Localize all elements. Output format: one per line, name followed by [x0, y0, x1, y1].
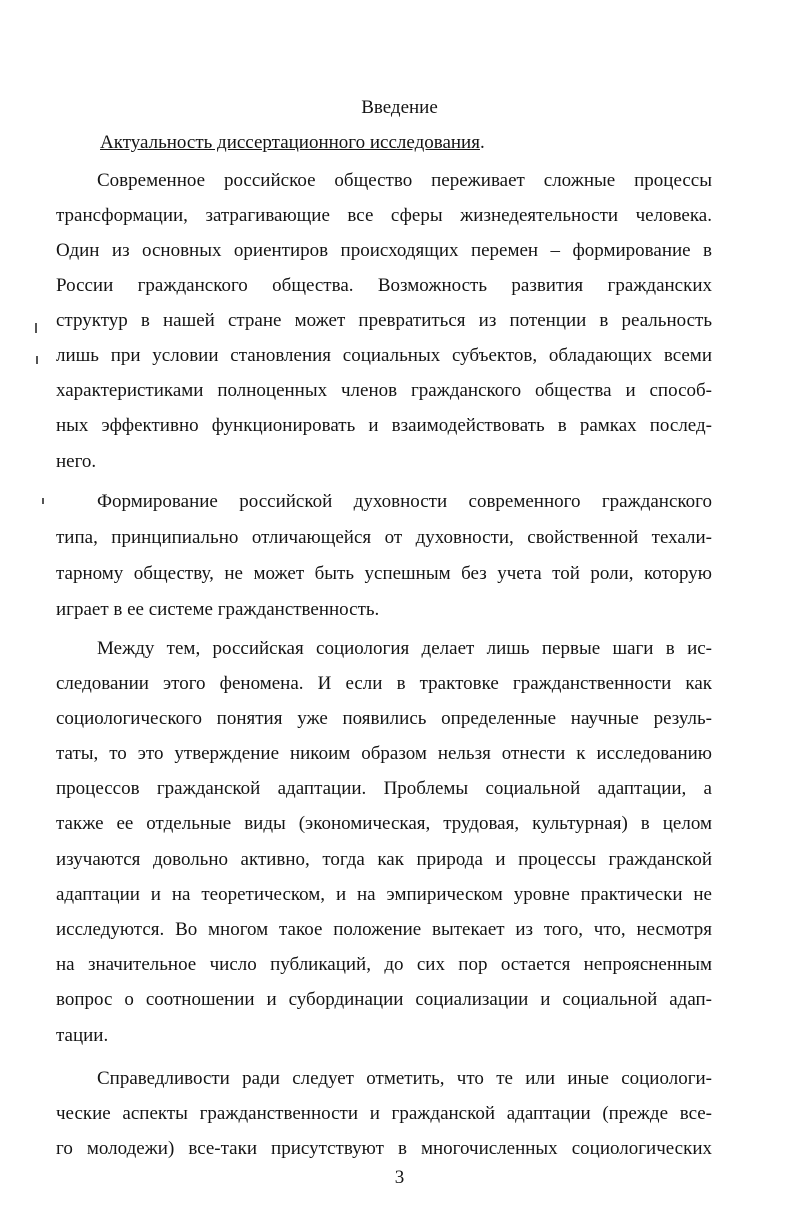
- text-line: тарному обществу, не может быть успешным без учета той роли, которую: [56, 563, 712, 584]
- text-line: структур в нашей стране может превратиться из потенции в реальность: [56, 310, 712, 331]
- text-line: тации.: [56, 1025, 109, 1046]
- text-line: таты, то это утверждение никоим образом нельзя отнести к исследованию: [56, 743, 712, 764]
- text-line: го молодежи) все-таки присутствуют в многочисленных социологических: [56, 1138, 712, 1159]
- subtitle-period: .: [479, 132, 485, 153]
- text-line: играет в ее системе гражданственность.: [56, 599, 380, 620]
- text-line: также ее отдельные виды (экономическая, трудовая, культурная) в целом: [56, 813, 712, 834]
- text-line: трансформации, затрагивающие все сферы жизнедеятельности человека.: [56, 205, 712, 226]
- text-line: адаптации и на теоретическом, и на эмпирическом уровне практически не: [56, 884, 712, 905]
- scan-mark: [36, 356, 38, 364]
- section-subtitle: [100, 130, 485, 156]
- text-line: него.: [56, 451, 97, 472]
- scan-mark: [35, 323, 37, 333]
- text-line: исследуются. Во многом такое положение вытекает из того, что, несмотря: [56, 919, 712, 940]
- text-line: Справедливости ради следует отметить, что те или иные социологи-: [97, 1068, 712, 1089]
- text-line: вопрос о соотношении и субординации социализации и социальной адап-: [56, 989, 712, 1010]
- text-line: Современное российское общество переживает сложные процессы: [97, 170, 712, 191]
- text-line: на значительное число публикаций, до сих пор остается непроясненным: [56, 954, 712, 975]
- text-line: социологического понятия уже появились определенные научные резуль-: [56, 708, 712, 729]
- page-number: 3: [394, 1167, 405, 1188]
- text-line: Между тем, российская социология делает лишь первые шаги в ис-: [97, 638, 712, 659]
- scan-mark: [42, 498, 44, 504]
- page-title: Введение: [361, 97, 438, 118]
- text-line: России гражданского общества. Возможность развития гражданских: [56, 275, 712, 296]
- text-line: Один из основных ориентиров происходящих перемен – формирование в: [56, 240, 712, 261]
- text-line: процессов гражданской адаптации. Проблемы социальной адаптации, а: [56, 778, 712, 799]
- text-line: лишь при условии становления социальных субъектов, обладающих всеми: [56, 345, 712, 366]
- subtitle-underlined: Актуальность диссертационного исследования: [100, 132, 480, 153]
- text-line: ных эффективно функционировать и взаимодействовать в рамках послед-: [56, 415, 712, 436]
- text-line: следовании этого феномена. И если в трактовке гражданственности как: [56, 673, 712, 694]
- text-line: Формирование российской духовности современного гражданского: [97, 491, 712, 512]
- text-line: типа, принципиально отличающейся от духовности, свойственной техали-: [56, 527, 712, 548]
- text-line: изучаются довольно активно, тогда как природа и процессы гражданской: [56, 849, 712, 870]
- text-line: характеристиками полноценных членов гражданского общества и способ-: [56, 380, 712, 401]
- text-line: ческие аспекты гражданственности и гражданской адаптации (прежде все-: [56, 1103, 712, 1124]
